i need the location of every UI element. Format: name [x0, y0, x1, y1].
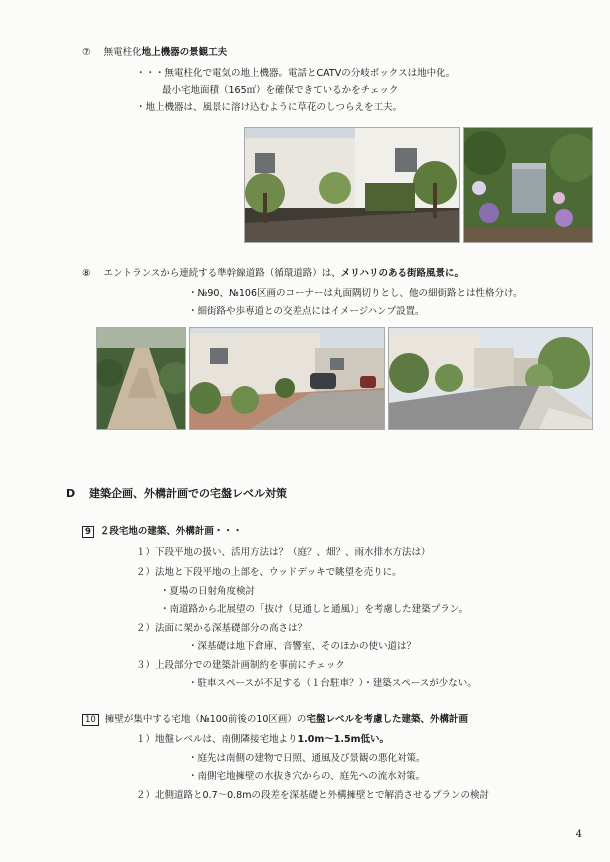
section7-heading [82, 46, 227, 59]
section10-heading [82, 713, 468, 726]
sectionD-heading [66, 487, 287, 500]
section10-line1-a: １）地盤レベルは、南側隣接宅地より [136, 734, 298, 745]
section8-line1: ・№90、№106区画のコーナーは丸面隅切りとし、他の細街路とは性格分け。 [188, 288, 523, 299]
section7-line2: 最小宅地面積（165㎡）を確保できているかをチェック [162, 85, 399, 96]
section9-line-3: ・南道路から北展望の「抜け（見通しと通風）」を考慮した建築プラン。 [160, 604, 468, 615]
photo-paved-path [96, 327, 186, 430]
section10-line4: ２）北側道路と0.7〜0.8mの段差を深基礎と外構擁壁とで解消させるプランの検討 [136, 790, 489, 801]
section10-line2: ・庭先は南側の建物で日照、通風及び景観の悪化対策。 [188, 753, 426, 764]
sectionD-letter: D [66, 487, 76, 500]
section9-line-2: ・夏場の日射角度検討 [160, 586, 256, 597]
photo-street-corner [189, 327, 385, 430]
section10-title-b: 宅盤レベルを考慮した建築、外構計画 [306, 714, 468, 725]
section9-line-0: １）下段平地の扱い、活用方法は？（庭？、畑？、雨水排水方法は） [136, 547, 431, 558]
section7-line3: ・地上機器は、風景に溶け込むように草花のしつらえを工夫。 [136, 102, 403, 113]
section9-line-4: ２）法面に架かる深基礎部分の高さは？ [136, 623, 308, 634]
section8-line2: ・細街路や歩専道との交差点にはイメージハンプ設置。 [188, 306, 425, 317]
photo-curved-road [388, 327, 593, 430]
section9-number-box: 9 [82, 526, 94, 538]
section8-marker: ⑧ [82, 268, 91, 279]
section10-line1 [136, 733, 389, 746]
section10-line1-b: 1.0m〜1.5m低い。 [297, 734, 389, 745]
section7-marker: ⑦ [82, 47, 91, 58]
section10-line3: ・南側宅地擁壁の水抜き穴からの、庭先への流水対策。 [188, 771, 426, 782]
section9-line-7: ・駐車スペースが不足する（１台駐車？）・建築スペースが少ない。 [188, 678, 477, 689]
photo-street-ground-equipment [244, 127, 460, 243]
section8-title-a: エントランスから連続する準幹線道路（循環道路）は、 [103, 268, 341, 279]
page-number: 4 [575, 829, 582, 840]
photo-ground-equipment-flowers [463, 127, 593, 243]
section9-line-6: ３）上段部分での建築計画制約を事前にチェック [136, 660, 345, 671]
sectionD-title: 建築企画、外構計画での宅盤レベル対策 [88, 487, 287, 500]
section7-title-a: 無電柱化 [103, 47, 142, 58]
section8-title-b: メリハリのある街路風景に。 [340, 268, 464, 279]
section9-title: ２段宅地の建築、外構計画・・・ [99, 526, 243, 537]
section7-title-b: 地上機器の景観工夫 [141, 47, 228, 58]
section9-line-1: ２）法地と下段平地の上部を、ウッドデッキで眺望を売りに。 [136, 567, 402, 578]
section8-heading [82, 267, 464, 280]
section10-number-box: 10 [82, 714, 99, 726]
section9-line-5: ・深基礎は地下倉庫、音響室、そのほかの使い道は？ [188, 641, 417, 652]
section10-title-a: 擁壁が集中する宅地（№100前後の10区画）の [104, 714, 307, 725]
section9-heading [82, 525, 242, 538]
section7-line1: ・・・無電柱化で電気の地上機器。電話とCATVの分岐ボックスは地中化。 [136, 68, 456, 79]
